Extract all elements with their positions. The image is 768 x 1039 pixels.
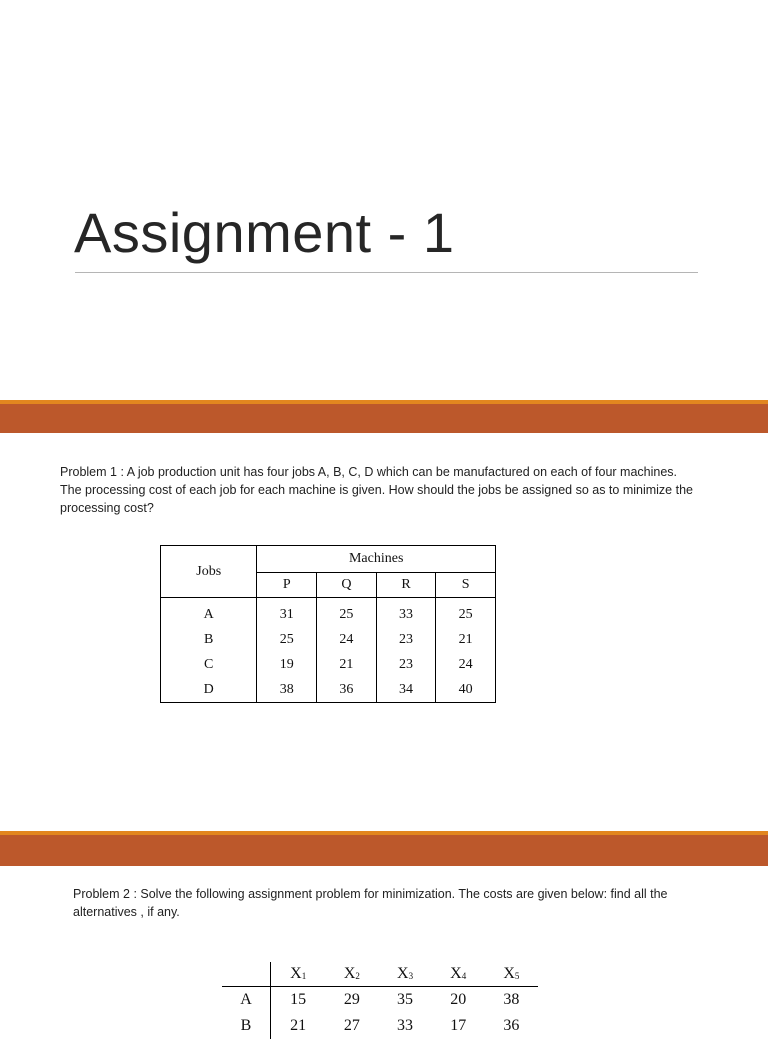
cost-cell: 35 xyxy=(397,991,414,1008)
machine-column-header: Q xyxy=(317,573,377,598)
cost-cell: 29 xyxy=(343,991,360,1008)
cost-cell: 25 xyxy=(257,627,317,652)
row-label: B xyxy=(222,1013,271,1039)
cost-cell: 27 xyxy=(343,1017,360,1034)
job-label: B xyxy=(161,627,257,652)
section-divider-band xyxy=(0,831,768,866)
cost-cell: 15 xyxy=(290,991,307,1008)
cost-cell: 33 xyxy=(397,1017,414,1034)
machine-column-header: P xyxy=(257,573,317,598)
table-row xyxy=(222,1013,538,1039)
cost-cell: 34 xyxy=(376,677,436,703)
cost-cell: 21 xyxy=(436,627,496,652)
cost-cell: 20 xyxy=(450,991,467,1008)
jobs-header: Jobs xyxy=(161,546,257,598)
table-row xyxy=(161,652,496,677)
cost-cell: 36 xyxy=(503,1017,520,1034)
problem1-cost-table xyxy=(160,545,496,703)
cost-cell: 24 xyxy=(317,627,377,652)
cost-cell: 21 xyxy=(317,652,377,677)
cost-cell: 36 xyxy=(317,677,377,703)
table-row xyxy=(161,627,496,652)
machine-column-header: R xyxy=(376,573,436,598)
problem2-cost-table xyxy=(222,962,538,1039)
cost-cell: 23 xyxy=(376,652,436,677)
column-header: $X_5$ xyxy=(485,962,538,987)
table-row xyxy=(161,677,496,703)
cost-cell: 33 xyxy=(376,598,436,628)
cost-cell: 38 xyxy=(257,677,317,703)
cost-cell: 24 xyxy=(436,652,496,677)
band-bar xyxy=(0,835,768,866)
cost-cell: 17 xyxy=(450,1017,467,1034)
section-divider-band xyxy=(0,400,768,433)
band-bar xyxy=(0,404,768,433)
job-label: A xyxy=(161,598,257,628)
table-row xyxy=(222,987,538,1014)
cost-cell: 19 xyxy=(257,652,317,677)
page-title: Assignment - 1 xyxy=(74,201,455,264)
title-underline xyxy=(75,272,698,273)
column-header: $X_1$ xyxy=(271,962,326,987)
problem2-text: Problem 2 : Solve the following assignment problem for minimization. The costs are given below: find all the alternatives , if any. xyxy=(73,887,668,919)
cost-cell: 25 xyxy=(317,598,377,628)
cost-cell: 38 xyxy=(503,991,520,1008)
cost-cell: 23 xyxy=(376,627,436,652)
column-header: $X_3$ xyxy=(378,962,431,987)
job-label: D xyxy=(161,677,257,703)
job-label: C xyxy=(161,652,257,677)
machine-column-header: S xyxy=(436,573,496,598)
machines-header: Machines xyxy=(257,546,496,573)
row-label: A xyxy=(222,987,271,1014)
cost-cell: 25 xyxy=(436,598,496,628)
cost-cell: 31 xyxy=(257,598,317,628)
problem1-text: Problem 1 : A job production unit has four jobs A, B, C, D which can be manufactured on each of four machines. The processing cost of each job for each machine is given. How should the jobs be assigned so as to minimize the processing cost? xyxy=(60,465,693,515)
corner-cell xyxy=(222,962,271,987)
cost-cell: 40 xyxy=(436,677,496,703)
column-header: $X_2$ xyxy=(325,962,378,987)
column-header: $X_4$ xyxy=(432,962,485,987)
cost-cell: 21 xyxy=(290,1017,307,1034)
table-row xyxy=(161,598,496,628)
